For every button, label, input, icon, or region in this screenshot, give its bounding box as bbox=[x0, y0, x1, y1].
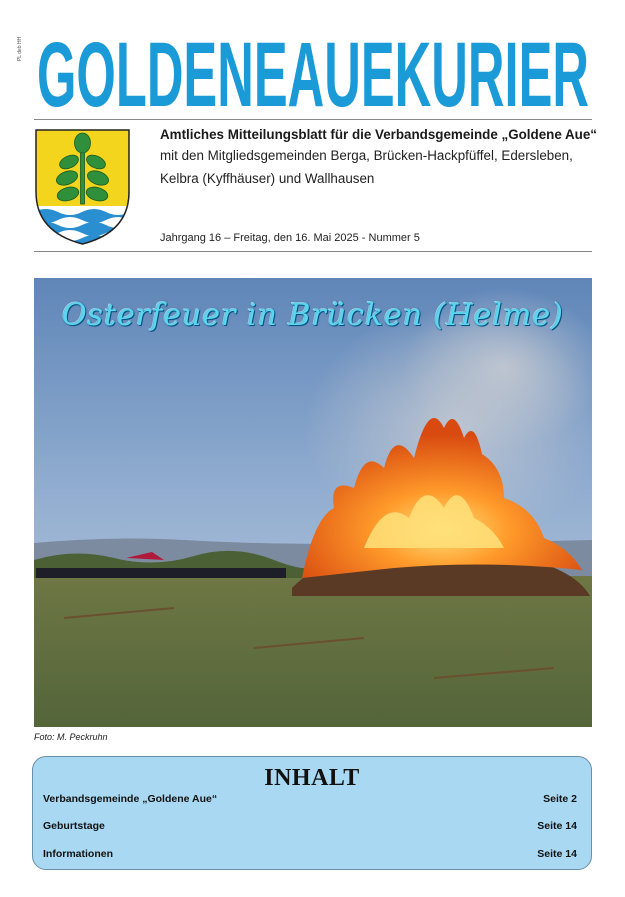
photo-title: Osterfeuer in Brücken (Helme) bbox=[62, 298, 564, 333]
publication-subtitle: Amtliches Mitteilungsblatt für die Verbandsgemeinde „Goldene Aue“ bbox=[160, 127, 597, 142]
toc-item-label: Informationen bbox=[43, 848, 113, 860]
masthead-divider bbox=[34, 119, 592, 120]
toc-item-label: Geburtstage bbox=[43, 820, 105, 832]
coat-of-arms-icon bbox=[34, 128, 131, 246]
toc-item-informationen[interactable] bbox=[43, 848, 577, 860]
issue-info: Jahrgang 16 – Freitag, den 16. Mai 2025 - Nummer 5 bbox=[160, 232, 420, 244]
table-of-contents bbox=[32, 756, 592, 870]
toc-item-page: Seite 14 bbox=[537, 820, 577, 832]
cover-photo bbox=[34, 278, 592, 727]
member-municipalities-line-2: Kelbra (Kyffhäuser) und Wallhausen bbox=[160, 171, 375, 186]
publication-info bbox=[160, 124, 600, 190]
header-divider bbox=[34, 251, 592, 252]
member-municipalities-line: mit den Mitgliedsgemeinden Berga, Brücken-Hackpfüffel, Edersleben, bbox=[160, 148, 573, 163]
toc-title: INHALT bbox=[264, 765, 360, 791]
side-print-code: PL deb HH bbox=[17, 36, 24, 62]
toc-item-page: Seite 14 bbox=[537, 848, 577, 860]
easter-fire-image bbox=[34, 278, 592, 727]
photo-credit: Foto: M. Peckruhn bbox=[34, 732, 108, 742]
masthead-title-graphic bbox=[36, 16, 592, 116]
toc-item-verbandsgemeinde[interactable] bbox=[43, 793, 577, 805]
masthead-title: GOLDENEAUEKURIER bbox=[37, 24, 589, 116]
masthead bbox=[36, 16, 592, 116]
toc-item-geburtstage[interactable] bbox=[43, 820, 577, 832]
toc-item-page: Seite 2 bbox=[543, 793, 577, 805]
toc-item-label: Verbandsgemeinde „Goldene Aue“ bbox=[43, 793, 218, 805]
